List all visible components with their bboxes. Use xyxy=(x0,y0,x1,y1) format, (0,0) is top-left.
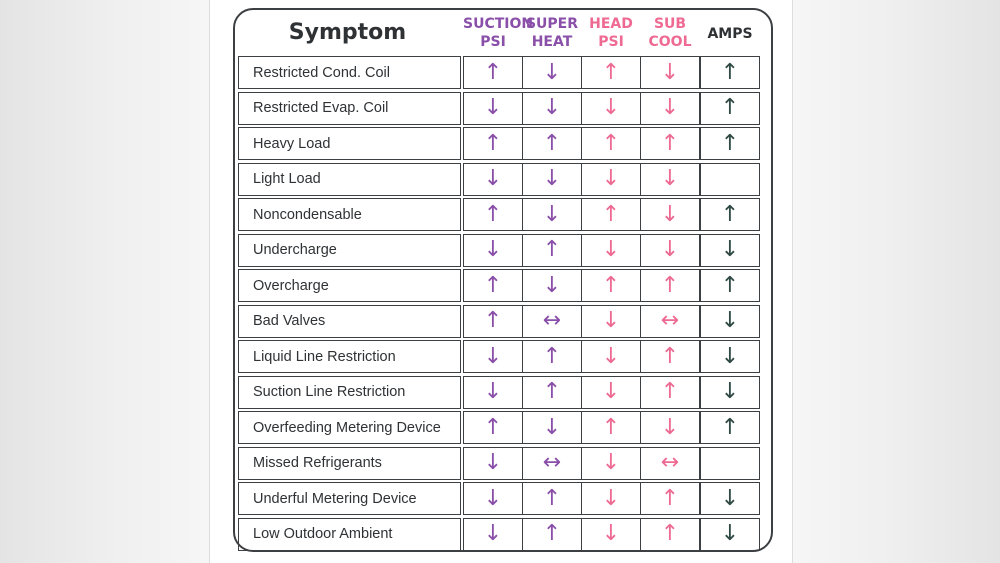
arrow-up-icon: ↑ xyxy=(720,130,740,156)
arrow-down-icon: ↓ xyxy=(601,343,621,369)
arrow-up-icon: ↑ xyxy=(483,272,503,298)
suction-psi-cell xyxy=(463,482,523,515)
symptom-label: Missed Refrigerants xyxy=(238,447,461,480)
symptom-header: Symptom xyxy=(288,20,407,45)
arrow-up-icon: ↑ xyxy=(601,59,621,85)
table-row xyxy=(235,268,771,304)
arrow-down-icon: ↓ xyxy=(483,343,503,369)
arrow-up-icon: ↑ xyxy=(483,201,503,227)
super-heat-cell xyxy=(522,163,582,196)
arrow-up-icon: ↑ xyxy=(542,130,562,156)
arrow-down-icon: ↓ xyxy=(720,237,740,262)
refrigerant-troubleshooting-table xyxy=(233,8,773,552)
amps-cell xyxy=(700,482,760,515)
sub-cool-cell xyxy=(640,376,700,409)
arrow-up-icon: ↑ xyxy=(660,485,680,511)
arrow-down-icon: ↓ xyxy=(601,166,621,191)
header-line: PSI xyxy=(480,34,506,50)
arrow-down-icon: ↓ xyxy=(542,95,562,120)
arrow-down-icon: ↓ xyxy=(601,379,621,404)
super-heat-cell xyxy=(522,269,582,302)
amps-cell xyxy=(700,163,760,196)
arrow-down-icon: ↓ xyxy=(720,485,740,511)
arrow-down-icon: ↓ xyxy=(483,237,503,262)
table-row xyxy=(235,55,771,91)
table-row xyxy=(235,481,771,517)
symptom-label: Suction Line Restriction xyxy=(238,376,461,409)
chart-sheet xyxy=(209,0,793,563)
amps-cell xyxy=(700,447,760,480)
head-psi-cell xyxy=(581,482,641,515)
head-psi-cell xyxy=(581,163,641,196)
arrow-down-icon: ↓ xyxy=(601,237,621,262)
sub-cool-cell xyxy=(640,127,700,160)
suction-psi-cell xyxy=(463,340,523,373)
arrow-left-right-icon: ↔ xyxy=(542,450,562,475)
table-row xyxy=(235,233,771,269)
arrow-down-icon: ↓ xyxy=(483,485,503,511)
arrow-up-icon: ↑ xyxy=(720,95,740,120)
sub-cool-cell xyxy=(640,92,700,125)
head-psi-cell xyxy=(581,411,641,444)
arrow-down-icon: ↓ xyxy=(720,379,740,404)
arrow-up-icon: ↑ xyxy=(601,272,621,298)
head-psi-header xyxy=(581,15,641,51)
arrow-up-icon: ↑ xyxy=(660,521,680,546)
suction-psi-cell xyxy=(463,447,523,480)
super-heat-cell xyxy=(522,56,582,89)
super-heat-header xyxy=(522,15,582,51)
arrow-up-icon: ↑ xyxy=(542,379,562,404)
head-psi-cell xyxy=(581,518,641,551)
head-psi-cell xyxy=(581,92,641,125)
arrow-down-icon: ↓ xyxy=(483,450,503,475)
sub-cool-cell xyxy=(640,163,700,196)
suction-psi-cell xyxy=(463,198,523,231)
super-heat-cell xyxy=(522,376,582,409)
arrow-down-icon: ↓ xyxy=(660,166,680,191)
super-heat-cell xyxy=(522,234,582,267)
arrow-down-icon: ↓ xyxy=(542,414,562,440)
suction-psi-cell xyxy=(463,376,523,409)
super-heat-cell xyxy=(522,198,582,231)
arrow-left-right-icon: ↔ xyxy=(660,308,680,333)
head-psi-cell xyxy=(581,127,641,160)
header-line: HEAT xyxy=(531,34,573,50)
header-line: AMPS xyxy=(707,26,753,42)
suction-psi-cell xyxy=(463,234,523,267)
amps-cell xyxy=(700,518,760,551)
header-line: SUPER xyxy=(525,16,579,32)
arrow-up-icon: ↑ xyxy=(720,272,740,298)
table-row xyxy=(235,197,771,233)
suction-psi-cell xyxy=(463,163,523,196)
sub-cool-cell xyxy=(640,340,700,373)
arrow-down-icon: ↓ xyxy=(542,59,562,85)
symptom-label: Undercharge xyxy=(238,234,461,267)
suction-psi-cell xyxy=(463,518,523,551)
arrow-up-icon: ↑ xyxy=(660,379,680,404)
arrow-up-icon: ↑ xyxy=(601,130,621,156)
super-heat-cell xyxy=(522,305,582,338)
sub-cool-cell xyxy=(640,482,700,515)
symptom-label: Liquid Line Restriction xyxy=(238,340,461,373)
head-psi-cell xyxy=(581,56,641,89)
table-row xyxy=(235,446,771,482)
sub-cool-cell xyxy=(640,234,700,267)
table-row xyxy=(235,304,771,340)
table-row xyxy=(235,91,771,127)
arrow-up-icon: ↑ xyxy=(601,201,621,227)
arrow-up-icon: ↑ xyxy=(601,414,621,440)
sub-cool-cell xyxy=(640,411,700,444)
suction-psi-cell xyxy=(463,305,523,338)
amps-cell xyxy=(700,269,760,302)
arrow-down-icon: ↓ xyxy=(601,521,621,546)
super-heat-cell xyxy=(522,518,582,551)
arrow-down-icon: ↓ xyxy=(720,308,740,333)
head-psi-cell xyxy=(581,340,641,373)
arrow-up-icon: ↑ xyxy=(720,414,740,440)
suction-psi-cell xyxy=(463,269,523,302)
header-line: SUCTION xyxy=(463,16,534,32)
sub-cool-cell xyxy=(640,198,700,231)
arrow-up-icon: ↑ xyxy=(483,414,503,440)
amps-cell xyxy=(700,127,760,160)
symptom-label: Restricted Evap. Coil xyxy=(238,92,461,125)
arrow-up-icon: ↑ xyxy=(542,237,562,262)
suction-psi-cell xyxy=(463,127,523,160)
suction-psi-header xyxy=(463,15,534,51)
arrow-down-icon: ↓ xyxy=(660,59,680,85)
amps-cell xyxy=(700,340,760,373)
head-psi-cell xyxy=(581,198,641,231)
arrow-down-icon: ↓ xyxy=(720,343,740,369)
table-row xyxy=(235,410,771,446)
amps-header xyxy=(700,25,760,43)
table-header xyxy=(235,10,771,55)
symptom-label: Restricted Cond. Coil xyxy=(238,56,461,89)
sub-cool-header xyxy=(640,15,700,51)
arrow-down-icon: ↓ xyxy=(660,95,680,120)
table-row xyxy=(235,126,771,162)
amps-cell xyxy=(700,92,760,125)
symptom-label: Low Outdoor Ambient xyxy=(238,518,461,551)
arrow-down-icon: ↓ xyxy=(542,201,562,227)
table-row xyxy=(235,162,771,198)
arrow-down-icon: ↓ xyxy=(720,521,740,546)
arrow-down-icon: ↓ xyxy=(601,308,621,333)
arrow-up-icon: ↑ xyxy=(483,130,503,156)
arrow-left-right-icon: ↔ xyxy=(660,450,680,475)
sub-cool-cell xyxy=(640,269,700,302)
amps-cell xyxy=(700,411,760,444)
super-heat-cell xyxy=(522,411,582,444)
arrow-down-icon: ↓ xyxy=(601,95,621,120)
arrow-down-icon: ↓ xyxy=(601,485,621,511)
sub-cool-cell xyxy=(640,305,700,338)
arrow-up-icon: ↑ xyxy=(660,272,680,298)
arrow-down-icon: ↓ xyxy=(601,450,621,475)
amps-cell xyxy=(700,234,760,267)
arrow-up-icon: ↑ xyxy=(660,130,680,156)
symptom-label: Light Load xyxy=(238,163,461,196)
arrow-down-icon: ↓ xyxy=(542,272,562,298)
symptom-label: Overcharge xyxy=(238,269,461,302)
head-psi-cell xyxy=(581,447,641,480)
suction-psi-cell xyxy=(463,92,523,125)
symptom-label: Underful Metering Device xyxy=(238,482,461,515)
suction-psi-cell xyxy=(463,56,523,89)
arrow-up-icon: ↑ xyxy=(660,343,680,369)
table-row xyxy=(235,339,771,375)
header-line: HEAD xyxy=(589,16,633,32)
head-psi-cell xyxy=(581,305,641,338)
super-heat-cell xyxy=(522,127,582,160)
header-line: SUB xyxy=(653,16,687,32)
symptom-label: Heavy Load xyxy=(238,127,461,160)
arrow-down-icon: ↓ xyxy=(483,379,503,404)
arrow-down-icon: ↓ xyxy=(542,166,562,191)
arrow-down-icon: ↓ xyxy=(660,414,680,440)
arrow-down-icon: ↓ xyxy=(483,166,503,191)
arrow-up-icon: ↑ xyxy=(542,485,562,511)
arrow-down-icon: ↓ xyxy=(660,237,680,262)
head-psi-cell xyxy=(581,376,641,409)
arrow-down-icon: ↓ xyxy=(483,521,503,546)
amps-cell xyxy=(700,56,760,89)
symptom-label: Overfeeding Metering Device xyxy=(238,411,461,444)
arrow-up-icon: ↑ xyxy=(483,59,503,85)
arrow-up-icon: ↑ xyxy=(720,201,740,227)
arrow-up-icon: ↑ xyxy=(720,59,740,85)
arrow-down-icon: ↓ xyxy=(483,95,503,120)
arrow-up-icon: ↑ xyxy=(483,308,503,333)
table-row xyxy=(235,517,771,553)
suction-psi-cell xyxy=(463,411,523,444)
header-line: COOL xyxy=(648,34,692,50)
symptom-label: Noncondensable xyxy=(238,198,461,231)
amps-cell xyxy=(700,198,760,231)
sub-cool-cell xyxy=(640,447,700,480)
sub-cool-cell xyxy=(640,56,700,89)
arrow-up-icon: ↑ xyxy=(542,521,562,546)
amps-cell xyxy=(700,376,760,409)
arrow-down-icon: ↓ xyxy=(660,201,680,227)
super-heat-cell xyxy=(522,340,582,373)
sub-cool-cell xyxy=(640,518,700,551)
amps-cell xyxy=(700,305,760,338)
symptom-label: Bad Valves xyxy=(238,305,461,338)
table-body xyxy=(235,55,771,552)
head-psi-cell xyxy=(581,269,641,302)
head-psi-cell xyxy=(581,234,641,267)
super-heat-cell xyxy=(522,447,582,480)
super-heat-cell xyxy=(522,92,582,125)
super-heat-cell xyxy=(522,482,582,515)
arrow-left-right-icon: ↔ xyxy=(542,308,562,333)
table-row xyxy=(235,375,771,411)
header-line: PSI xyxy=(598,34,624,50)
arrow-up-icon: ↑ xyxy=(542,343,562,369)
